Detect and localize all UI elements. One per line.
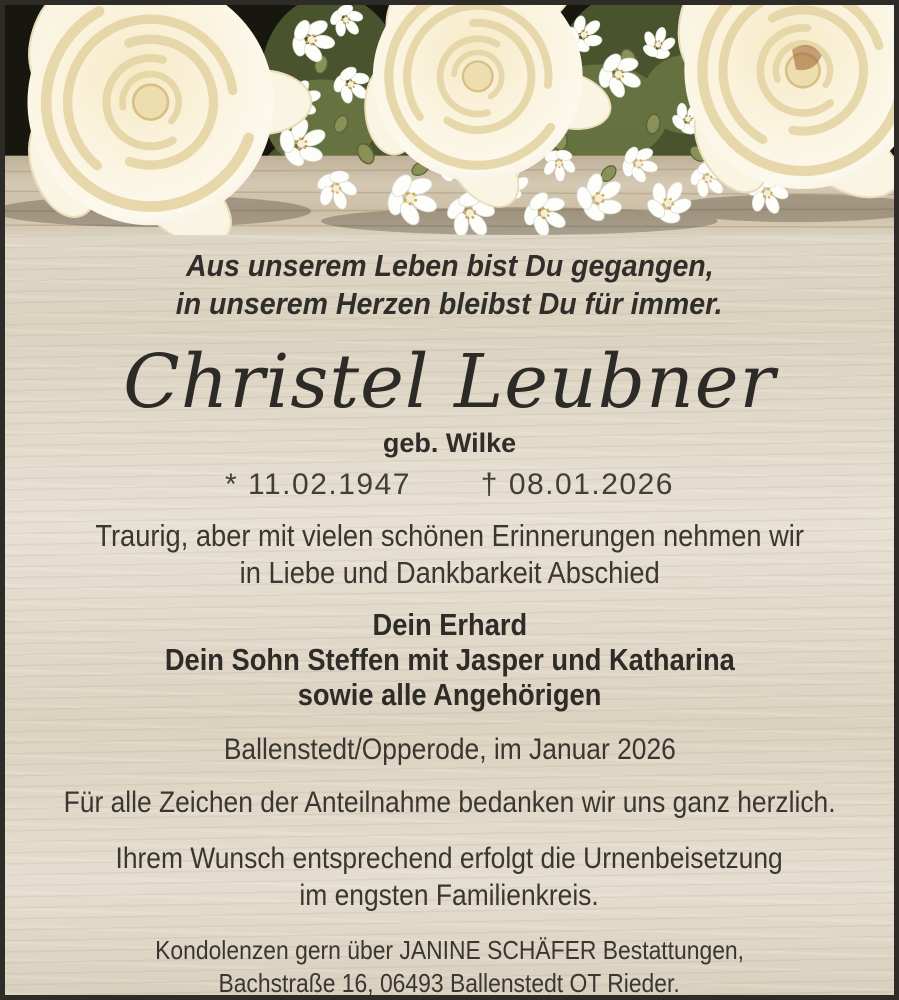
burial-note: [5, 840, 894, 914]
burial-line1: Ihrem Wunsch entsprechend erfolgt die Urnenbeisetzung: [115, 842, 784, 875]
farewell-line2: in Liebe und Dankbarkeit Abschied: [239, 555, 660, 590]
life-dates: [5, 467, 894, 503]
condolence-line1: Kondolenzen gern über JANINE SCHÄFER Bestattungen,: [155, 935, 744, 965]
thanks-note: Für alle Zeichen der Anteilnahme bedanken wir uns ganz herzlich.: [63, 786, 836, 819]
mourners-list: [5, 607, 894, 712]
mourner-line2: Dein Sohn Steffen mit Jasper und Katharina: [164, 642, 735, 677]
maiden-name: geb. Wilke: [382, 428, 517, 458]
condolence-info: [5, 934, 894, 1000]
deceased-name: Christel Leubner: [123, 339, 776, 425]
epigraph: [5, 247, 894, 323]
obituary-content: [5, 247, 894, 1000]
white-roses-photo-icon: [5, 5, 894, 235]
place-and-date: Ballenstedt/Opperode, im Januar 2026: [223, 733, 676, 766]
epigraph-line1: Aus unserem Leben bist Du gegangen,: [185, 248, 714, 283]
burial-line2: im engsten Familienkreis.: [299, 879, 600, 912]
condolence-line2: Bachstraße 16, 06493 Ballenstedt OT Rieder.: [218, 968, 681, 998]
farewell-message: [5, 517, 894, 591]
mourner-line3: sowie alle Angehörigen: [297, 677, 602, 712]
mourner-line1: Dein Erhard: [372, 607, 527, 642]
death-date: † 08.01.2026: [480, 468, 674, 501]
epigraph-line2: in unserem Herzen bleibst Du für immer.: [176, 286, 723, 321]
farewell-line1: Traurig, aber mit vielen schönen Erinnerungen nehmen wir: [95, 518, 804, 553]
birth-date: * 11.02.1947: [225, 468, 411, 501]
